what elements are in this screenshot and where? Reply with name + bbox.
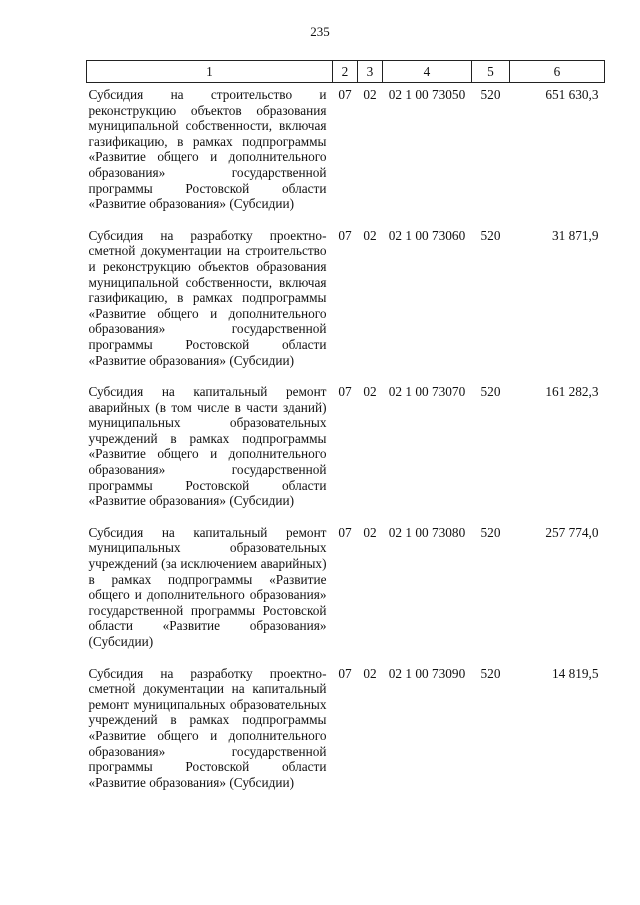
budget-table: [86, 60, 605, 798]
column-header-6: 6: [510, 61, 605, 83]
row-target-article: 02 1 00 73080: [388, 524, 466, 540]
row-amount: 31 871,9: [551, 227, 599, 243]
row-subsection: 02: [363, 665, 377, 681]
column-header-4: 4: [383, 61, 472, 83]
row-subsection: 02: [363, 227, 377, 243]
row-expense-type: 520: [480, 227, 501, 243]
row-subsection: 02: [363, 87, 377, 102]
row-target-article: 02 1 00 73050: [388, 87, 466, 102]
table-row: [87, 376, 605, 517]
row-description: Субсидия на разработку проектно-сметной документации на капитальный ремонт муниципальных образовательных учреждений в рамках подпрограммы «Развитие общего и дополнительного образования» государственной программы Ростовской области «Развитие образования» (Субсидии): [88, 665, 327, 790]
row-description: Субсидия на строительство и реконструкцию объектов образования муниципальной собственности, включая газификацию, в рамках подпрограммы «Развитие общего и дополнительного образования» государственной программы Ростовской области «Развитие образования» (Субсидии): [88, 87, 327, 212]
row-amount: 257 774,0: [545, 524, 599, 540]
row-target-article: 02 1 00 73060: [388, 227, 466, 243]
row-expense-type: 520: [480, 665, 501, 681]
row-target-article: 02 1 00 73070: [388, 384, 466, 400]
column-header-3: 3: [358, 61, 383, 83]
table-header-row: [87, 61, 605, 83]
page-number: 235: [310, 24, 330, 39]
column-header-1: 1: [87, 61, 333, 83]
row-subsection: 02: [363, 524, 377, 540]
table-row: [87, 220, 605, 376]
row-expense-type: 520: [480, 87, 501, 102]
column-header-5: 5: [472, 61, 510, 83]
table-row: [87, 658, 605, 799]
row-description: Субсидия на капитальный ремонт аварийных (в том числе в части зданий) муниципальных образовательных учреждений в рамках подпрограммы «Развитие общего и дополнительного образования» государственной программы Ростовской области «Развитие образования» (Субсидии): [88, 384, 327, 509]
row-description: Субсидия на капитальный ремонт муниципальных образовательных учреждений (за исключением аварийных) в рамках подпрограммы «Развитие общего и дополнительного образования» государственной программы Ростовской области «Развитие образования» (Субсидии): [88, 524, 327, 649]
column-header-2: 2: [333, 61, 358, 83]
row-description: Субсидия на разработку проектно-сметной документации на строительство и реконструкцию объектов образования муниципальной собственности, включая газификацию, в рамках подпрограммы «Развитие общего и дополнительного образования» государственной программы Ростовской области «Развитие образования» (Субсидии): [88, 227, 327, 368]
table-row: [87, 83, 605, 220]
row-subsection: 02: [363, 384, 377, 400]
row-section: 07: [338, 87, 352, 102]
row-section: 07: [338, 227, 352, 243]
row-expense-type: 520: [480, 524, 501, 540]
table-row: [87, 517, 605, 658]
row-amount: 14 819,5: [551, 665, 599, 681]
row-section: 07: [338, 665, 352, 681]
row-target-article: 02 1 00 73090: [388, 665, 466, 681]
row-amount: 161 282,3: [545, 384, 599, 400]
row-section: 07: [338, 524, 352, 540]
row-section: 07: [338, 384, 352, 400]
row-expense-type: 520: [480, 384, 501, 400]
row-amount: 651 630,3: [545, 87, 599, 102]
